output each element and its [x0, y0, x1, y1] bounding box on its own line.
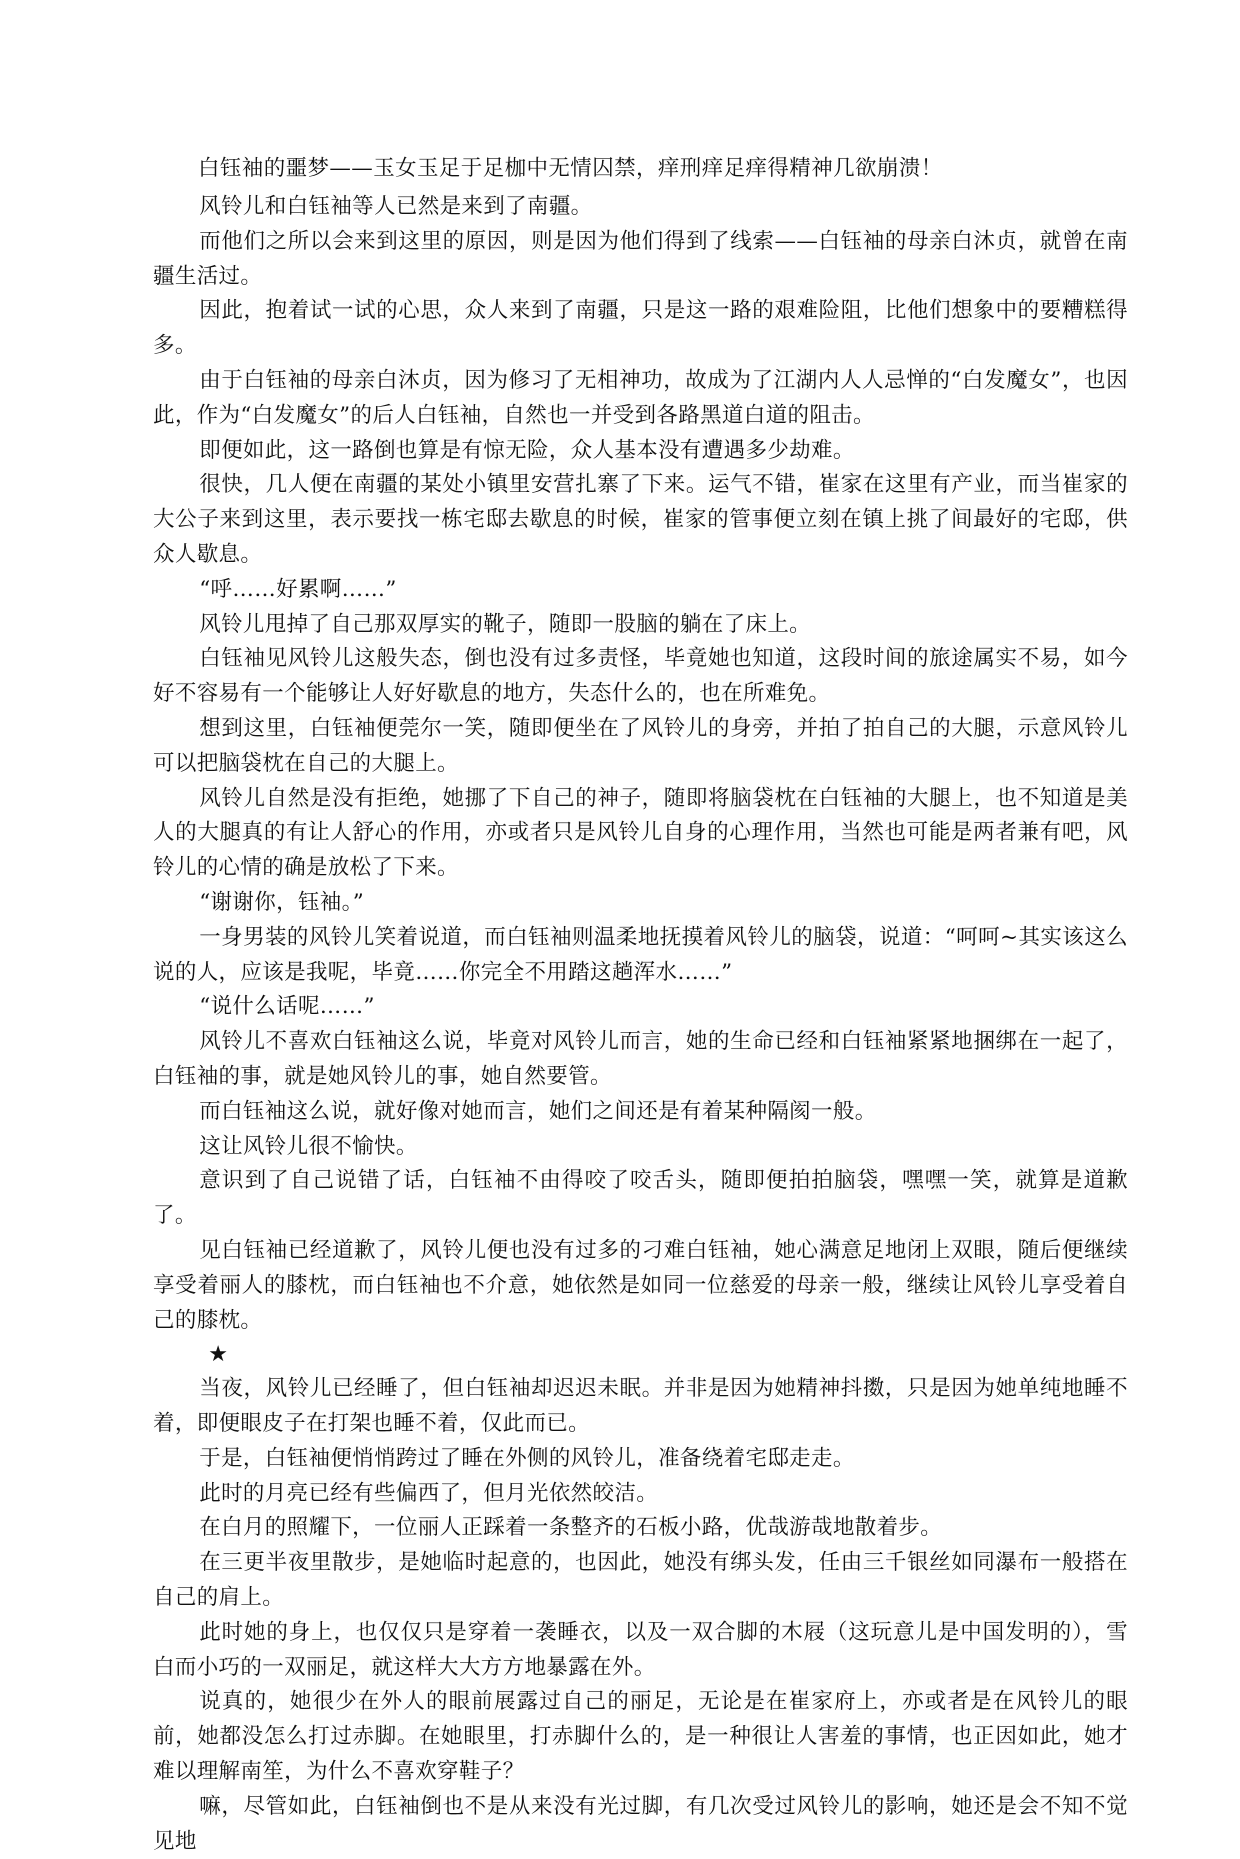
paragraph: 此时她的身上，也仅仅只是穿着一袭睡衣，以及一双合脚的木屐（这玩意儿是中国发明的），雪白而小巧的一双丽足，就这样大大方方地暴露在外。 — [153, 1619, 1128, 1680]
dialogue-line: “谢谢你，钰袖。” — [199, 889, 365, 915]
paragraph: 风铃儿自然是没有拒绝，她挪了下自己的神子，随即将脑袋枕在白钰袖的大腿上，也不知道是美人的大腿真的有让人舒心的作用，亦或者只是风铃儿自身的心理作用，当然也可能是两者兼有吧，风铃儿的心情的确是放松了下来。 — [153, 785, 1128, 881]
document-body — [153, 190, 1128, 1859]
paragraph: 在三更半夜里散步，是她临时起意的，也因此，她没有绑头发，任由三千银丝如同瀑布一般搭在自己的肩上。 — [153, 1550, 1128, 1611]
paragraph: 白钰袖见风铃儿这般失态，倒也没有过多责怪，毕竟她也知道，这段时间的旅途属实不易，如今好不容易有一个能够让人好好歇息的地方，失态什么的，也在所难免。 — [153, 646, 1128, 707]
paragraph: 当夜，风铃儿已经睡了，但白钰袖却迟迟未眠。并非是因为她精神抖擞，只是因为她单纯地睡不着，即便眼皮子在打架也睡不着，仅此而已。 — [153, 1376, 1128, 1437]
dialogue-line: “说什么话呢……” — [199, 994, 375, 1020]
dialogue-line: “呼……好累啊……” — [199, 576, 397, 602]
paragraph: 而他们之所以会来到这里的原因，则是因为他们得到了线索——白钰袖的母亲白沐贞，就曾在南疆生活过。 — [153, 228, 1128, 289]
paragraph: 在白月的照耀下，一位丽人正踩着一条整齐的石板小路，优哉游哉地散着步。 — [199, 1515, 943, 1541]
paragraph: 于是，白钰袖便悄悄跨过了睡在外侧的风铃儿，准备绕着宅邸走走。 — [199, 1445, 855, 1471]
paragraph: 一身男装的风铃儿笑着说道，而白钰袖则温柔地抚摸着风铃儿的脑袋，说道：“呵呵~其实该这么说的人，应该是我呢，毕竟……你完全不用踏这趟浑水……” — [153, 924, 1128, 985]
paragraph: 见白钰袖已经道歉了，风铃儿便也没有过多的刁难白钰袖，她心满意足地闭上双眼，随后便继续享受着丽人的膝枕，而白钰袖也不介意，她依然是如同一位慈爱的母亲一般，继续让风铃儿享受着自己的膝枕。 — [153, 1237, 1128, 1333]
paragraph: 即便如此，这一路倒也算是有惊无险，众人基本没有遭遇多少劫难。 — [199, 437, 855, 463]
paragraph: 意识到了自己说错了话，白钰袖不由得咬了咬舌头，随即便拍拍脑袋，嘿嘿一笑，就算是道歉了。 — [153, 1168, 1128, 1229]
paragraph: 因此，抱着试一试的心思，众人来到了南疆，只是这一路的艰难险阻，比他们想象中的要糟糕得多。 — [153, 298, 1128, 359]
paragraph: 嘛，尽管如此，白钰袖倒也不是从来没有光过脚，有几次受过风铃儿的影响，她还是会不知不觉见地 — [153, 1793, 1128, 1854]
paragraph: 这让风铃儿很不愉快。 — [199, 1133, 418, 1159]
document-title: 白钰袖的噩梦——玉女玉足于足枷中无情囚禁，痒刑痒足痒得精神几欲崩溃！ — [198, 156, 943, 181]
paragraph: 此时的月亮已经有些偏西了，但月光依然皎洁。 — [199, 1480, 659, 1506]
section-separator-star: ★ — [208, 1342, 229, 1368]
paragraph: 风铃儿甩掉了自己那双厚实的靴子，随即一股脑的躺在了床上。 — [199, 611, 812, 637]
paragraph: 风铃儿不喜欢白钰袖这么说，毕竟对风铃儿而言，她的生命已经和白钰袖紧紧地捆绑在一起了，白钰袖的事，就是她风铃儿的事，她自然要管。 — [153, 1029, 1128, 1089]
paragraph: 很快，几人便在南疆的某处小镇里安营扎寨了下来。运气不错，崔家在这里有产业，而当崔家的大公子来到这里，表示要找一栋宅邸去歇息的时候，崔家的管事便立刻在镇上挑了间最好的宅邸，供众人歇息。 — [153, 472, 1128, 567]
paragraph: 而白钰袖这么说，就好像对她而言，她们之间还是有着某种隔阂一般。 — [199, 1098, 877, 1124]
paragraph: 风铃儿和白钰袖等人已然是来到了南疆。 — [199, 194, 593, 219]
paragraph: 想到这里，白钰袖便莞尔一笑，随即便坐在了风铃儿的身旁，并拍了拍自己的大腿，示意风铃儿可以把脑袋枕在自己的大腿上。 — [153, 715, 1128, 776]
paragraph: 说真的，她很少在外人的眼前展露过自己的丽足，无论是在崔家府上，亦或者是在风铃儿的眼前，她都没怎么打过赤脚。在她眼里，打赤脚什么的，是一种很让人害羞的事情，也正因如此，她才难以理解南笙，为什么不喜欢穿鞋子？ — [153, 1689, 1128, 1785]
paragraph: 由于白钰袖的母亲白沐贞，因为修习了无相神功，故成为了江湖内人人忌惮的“白发魔女”，也因此，作为“白发魔女”的后人白钰袖，自然也一并受到各路黑道白道的阻击。 — [153, 367, 1128, 428]
